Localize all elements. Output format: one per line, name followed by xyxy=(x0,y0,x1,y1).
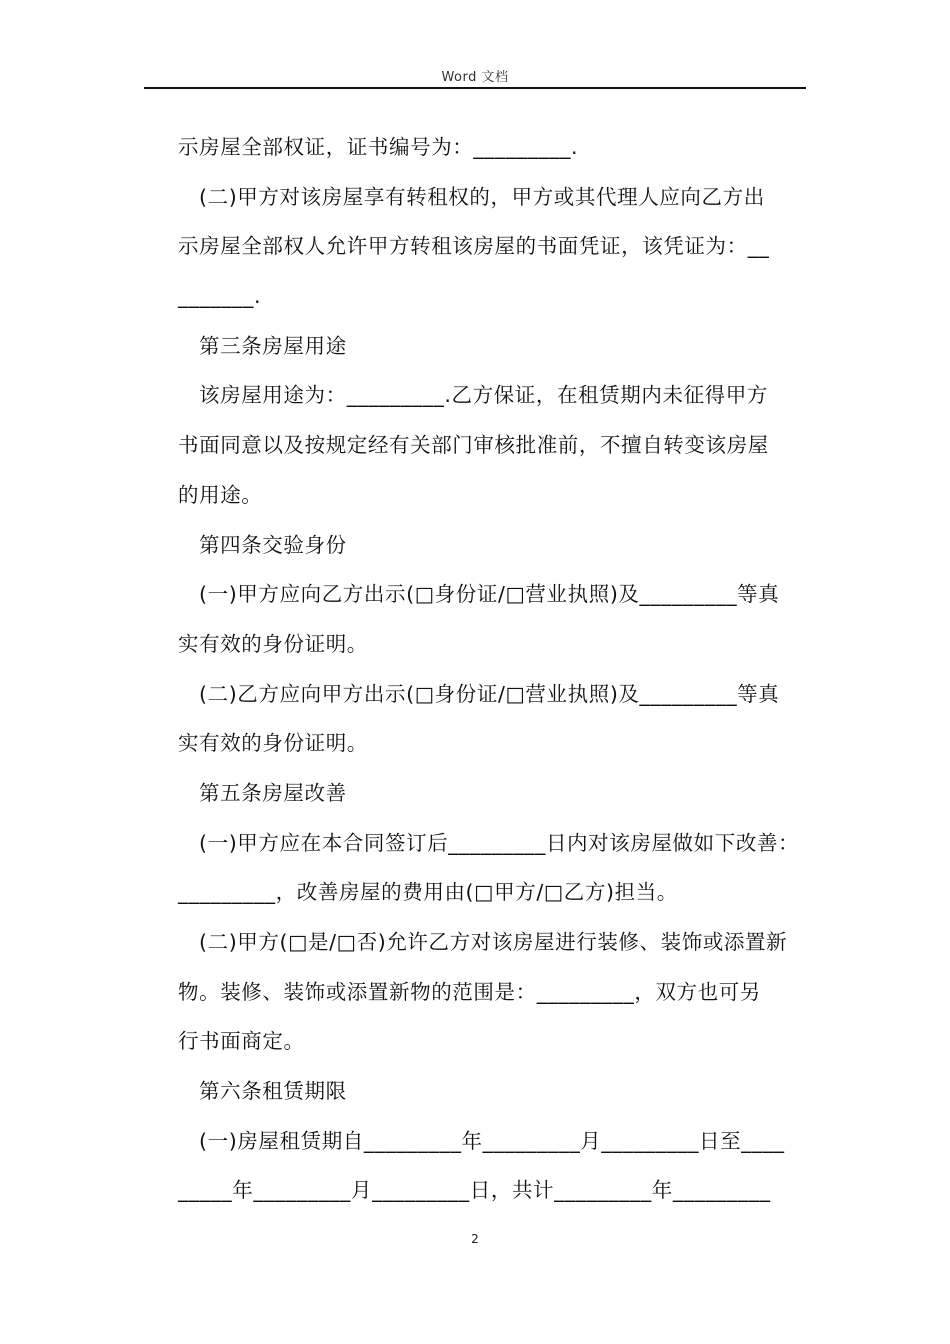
text-line: 书面同意以及按规定经有关部门审核批准前，不擅自转变该房屋 xyxy=(178,433,769,458)
text-line: 物。装修、装饰或添置新物的范围是：_________，双方也可另 xyxy=(178,979,761,1004)
section-heading: 第六条租赁期限 xyxy=(199,1079,347,1104)
text-line: (一)甲方应向乙方出示(□身份证/□营业执照)及_________等真 xyxy=(199,582,780,607)
text-line: (一)房屋租赁期自_________年_________月_________日至____ xyxy=(199,1128,785,1153)
text-line: 行书面商定。 xyxy=(178,1029,305,1054)
text-line: (一)甲方应在本合同签订后_________日内对该房屋做如下改善： xyxy=(199,830,800,855)
text-line: 实有效的身份证明。 xyxy=(178,631,368,656)
header-divider xyxy=(144,87,806,89)
text-line: 该房屋用途为：_________.乙方保证，在租赁期内未征得甲方 xyxy=(199,383,768,408)
text-line: 实有效的身份证明。 xyxy=(178,731,368,756)
text-line: 的用途。 xyxy=(178,482,263,507)
section-heading: 第五条房屋改善 xyxy=(199,780,347,805)
text-line: _____年_________月_________日，共计_________年_________ xyxy=(178,1178,771,1203)
page-header-title: Word 文档 xyxy=(441,70,509,85)
text-line: (二)甲方对该房屋享有转租权的，甲方或其代理人应向乙方出 xyxy=(199,184,765,209)
text-line: _______. xyxy=(178,284,262,309)
text-line: (二)乙方应向甲方出示(□身份证/□营业执照)及_________等真 xyxy=(199,681,780,706)
text-line: _________，改善房屋的费用由(□甲方/□乙方)担当。 xyxy=(178,880,678,905)
section-heading: 第三条房屋用途 xyxy=(199,333,347,358)
section-heading: 第四条交验身份 xyxy=(199,532,347,557)
text-line: 示房屋全部权证，证书编号为：_________. xyxy=(178,135,579,159)
text-line: (二)甲方(□是/□否)允许乙方对该房屋进行装修、装饰或添置新 xyxy=(199,930,788,954)
text-line: 示房屋全部权人允许甲方转租该房屋的书面凭证，该凭证为：__ xyxy=(178,234,770,259)
page-number: 2 xyxy=(471,1232,479,1246)
document-body xyxy=(178,128,818,1221)
